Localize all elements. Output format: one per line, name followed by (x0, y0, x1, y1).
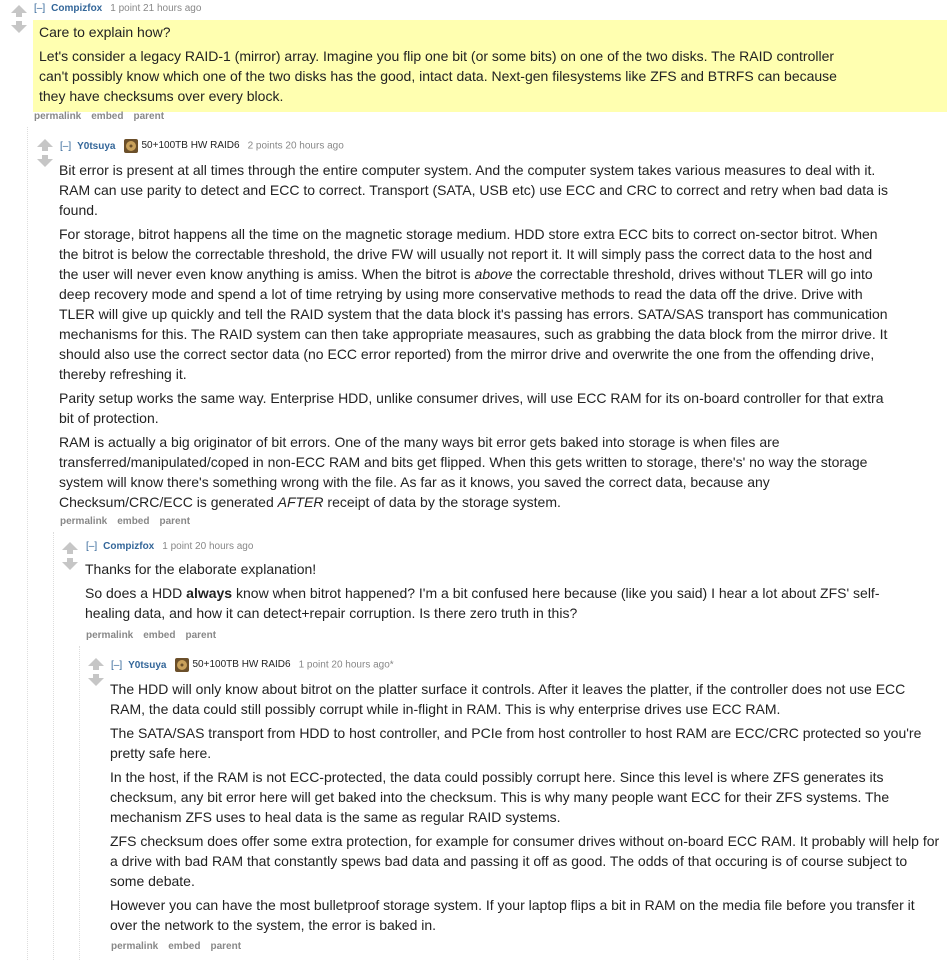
flair-text: 50+100TB HW RAID6 (141, 140, 240, 151)
parent-button[interactable]: parent (159, 516, 191, 527)
hard-drive-icon (123, 138, 139, 154)
comment-paragraph: Thanks for the elaborate explanation! (85, 561, 317, 577)
parent-button[interactable]: parent (185, 630, 217, 641)
collapse-toggle[interactable]: [–] (60, 140, 72, 152)
timestamp: 21 hours ago (143, 3, 202, 14)
flair-text: 50+100TB HW RAID6 (192, 659, 291, 670)
parent-button[interactable]: parent (133, 111, 165, 122)
child-thread-line (79, 646, 80, 960)
permalink-button[interactable]: permalink (111, 941, 159, 952)
comment-buttons (86, 630, 226, 642)
comment-paragraph: Let's consider a legacy RAID-1 (mirror) array. Imagine you flip one bit (or some bits) on one of the two disks. The RAID controller can't possibly know which one of the two disks has the good, intact data. Next-gen filesystems like ZFS and BTRFS can because they have checksums over every block. (39, 48, 837, 104)
comment-buttons (111, 941, 251, 953)
comment-buttons (34, 111, 174, 123)
permalink-button[interactable]: permalink (60, 516, 108, 527)
user-flair (174, 657, 290, 673)
comment-paragraph: For storage, bitrot happens all the time on the magnetic storage medium. HDD store extra ECC bits to correct on-sector bitrot. When the bitrot is below the correctable threshold, the drive FW will usually not report it. It will simply pass the correct data to the host and the user will never even know anything is amiss. When the bitrot is above the correctable threshold, drives without TLER will go into deep recovery mode and spend a lot of time retrying by using more conservative methods to read the data off the drive. Drive with TLER will give up quickly and tell the RAID system that the data block it's passing has errors. SATA/SAS transport has communication mechanisms for this. The RAID system can then take appropriate measaures, such as grabbing the data block from the mirror drive. It should also use the correct sector data (no ECC error reported) from the mirror drive and overwrite the one from the offending drive, thereby refreshing it. (59, 226, 888, 382)
embed-button[interactable]: embed (168, 941, 201, 952)
score: 1 point (298, 659, 329, 671)
downvote-arrow-icon[interactable] (37, 159, 53, 167)
upvote-arrow-icon[interactable] (62, 542, 78, 550)
downvote-arrow-icon[interactable] (88, 678, 104, 686)
child-thread-line (53, 532, 54, 960)
comment-tagline (60, 138, 344, 154)
score: 2 points (247, 140, 283, 152)
permalink-button[interactable]: permalink (34, 111, 82, 122)
collapse-toggle[interactable]: [–] (111, 659, 123, 671)
comment-body (59, 160, 894, 516)
hard-drive-icon (174, 657, 190, 673)
comment-tagline (86, 541, 253, 553)
comment-tagline (111, 657, 394, 673)
comment-paragraph: RAM is actually a big originator of bit errors. One of the many ways bit error gets baked into storage is when files are transferred/manipulated/coped in non-ECC RAM and bits get flipped. When this gets written to storage, there's' no way the storage system will know there's something wrong with the file. As far as it knows, you saved the correct data, because any Checksum/CRC/ECC is generated AFTER receipt of data by the storage system. (59, 434, 868, 510)
upvote-arrow-icon[interactable] (11, 5, 27, 13)
author-link[interactable]: Y0tsuya (128, 659, 167, 671)
downvote-arrow-icon[interactable] (11, 25, 27, 33)
timestamp: 20 hours ago* (331, 659, 394, 671)
upvote-arrow-icon[interactable] (37, 139, 53, 147)
timestamp: 20 hours ago (285, 140, 344, 152)
collapse-toggle[interactable]: [–] (34, 3, 46, 14)
author-link[interactable]: Y0tsuya (77, 140, 116, 152)
upvote-arrow-icon[interactable] (88, 658, 104, 666)
child-thread-line (27, 127, 28, 960)
comment-paragraph: So does a HDD always know when bitrot happened? I'm a bit confused here because (like you said) I hear a lot about ZFS' self-healing data, and how it can detect+repair corruption. Is there zero truth in this? (85, 585, 880, 621)
comment-paragraph: The SATA/SAS transport from HDD to host controller, and PCIe from host controller to host RAM are ECC/CRC protected so you're pretty safe here. (110, 725, 922, 761)
comment-paragraph: Care to explain how? (39, 24, 171, 40)
comment-paragraph: ZFS checksum does offer some extra protection, for example for consumer drives without on-board ECC RAM. It probably will help for a drive with bad RAM that constantly spews bad data and passing it off as good. The odds of that occuring is of course subject to some debate. (110, 833, 940, 889)
embed-button[interactable]: embed (117, 516, 150, 527)
timestamp: 20 hours ago (195, 541, 254, 552)
parent-button[interactable]: parent (210, 941, 242, 952)
comment-tagline (34, 3, 201, 15)
collapse-toggle[interactable]: [–] (86, 541, 98, 552)
comment-buttons (60, 516, 200, 528)
downvote-arrow-icon[interactable] (62, 562, 78, 570)
comment-body (110, 679, 940, 939)
comment-paragraph: In the host, if the RAM is not ECC-protected, the data could possibly corrupt here. Since this level is where ZFS generates its checksum, any bit error here will get baked into the checksum. This is why many people want ECC for their ZFS systems. The mechanism ZFS uses to heal data is the same as regular RAID systems. (110, 769, 890, 825)
comment-paragraph: Bit error is present at all times through the entire computer system. And the computer system takes various measures to deal with it. RAM can use parity to detect and ECC to correct. Transport (SATA, USB etc) use ECC and CRC to correct and retry when bad data is found. (59, 162, 888, 218)
embed-button[interactable]: embed (143, 630, 176, 641)
user-flair (123, 138, 239, 154)
comment-paragraph: Parity setup works the same way. Enterprise HDD, unlike consumer drives, will use ECC RAM for its on-board controller for that extra bit of protection. (59, 390, 884, 426)
comment-paragraph: The HDD will only know about bitrot on the platter surface it controls. After it leaves the platter, if the controller does not use ECC RAM, the data could still possibly corrupt while in-flight in RAM. This is why enterprise drives use ECC RAM. (110, 681, 906, 717)
score: 1 point (162, 541, 193, 552)
comment-body (33, 20, 947, 112)
embed-button[interactable]: embed (91, 111, 124, 122)
comment-body (85, 559, 895, 627)
score: 1 point (110, 3, 141, 14)
author-link[interactable]: Compizfox (103, 541, 155, 552)
permalink-button[interactable]: permalink (86, 630, 134, 641)
author-link[interactable]: Compizfox (51, 3, 103, 14)
comment-paragraph: However you can have the most bulletproof storage system. If your laptop flips a bit in RAM on the media file before you transfer it over the network to the system, the error is baked in. (110, 897, 915, 933)
